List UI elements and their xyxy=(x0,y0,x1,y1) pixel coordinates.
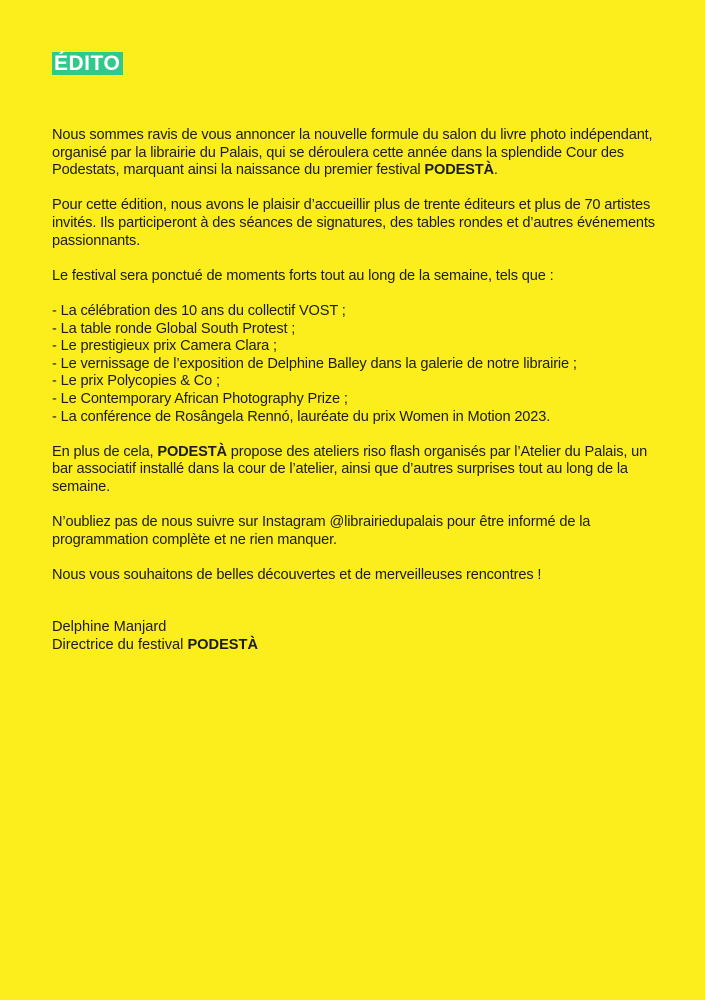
paragraph-highlights-intro: Le festival sera ponctué de moments forts tout au long de la semaine, tels que : xyxy=(52,267,554,284)
edito-title-badge: ÉDITO xyxy=(52,52,123,75)
edito-body xyxy=(52,127,665,584)
signature-role-text: Directrice du festival xyxy=(52,637,188,654)
list-item: - La célébration des 10 ans du collectif VOST ; xyxy=(52,302,346,319)
paragraph-closing: Nous vous souhaitons de belles découvertes et de merveilleuses rencontres ! xyxy=(52,566,542,583)
paragraph-extras-end: propose des ateliers riso flash organisés par l’Atelier du Palais, un bar associatif installé dans la cour de l’atelier, ainsi que d’autres surprises tout au long de la semaine. xyxy=(52,443,648,495)
paragraph-extras xyxy=(52,444,665,497)
paragraph-intro xyxy=(52,127,665,180)
list-item: - Le prestigieux prix Camera Clara ; xyxy=(52,338,277,355)
list-item: - La conférence de Rosângela Rennó, lauréate du prix Women in Motion 2023. xyxy=(52,408,551,425)
signature-block xyxy=(52,619,665,654)
list-item: - La table ronde Global South Protest ; xyxy=(52,320,296,337)
signature-name: Delphine Manjard xyxy=(52,619,167,636)
paragraph-intro-text: Nous sommes ravis de vous annoncer la nouvelle formule du salon du livre photo indépendant, organisé par la librairie du Palais, qui se déroulera cette année dans la splendide Cour des Podestats, marquant ainsi la naissance du premier festival xyxy=(52,127,653,179)
list-item: - Le prix Polycopies & Co ; xyxy=(52,373,220,390)
signature-role xyxy=(52,637,665,655)
paragraph-instagram: N’oubliez pas de nous suivre sur Instagram @librairiedupalais pour être informé de la programmation complète et ne rien manquer. xyxy=(52,514,591,548)
highlights-list xyxy=(52,303,665,426)
festival-name: PODESTÀ xyxy=(157,443,227,460)
festival-name: PODESTÀ xyxy=(424,162,494,179)
list-item: - Le Contemporary African Photography Prize ; xyxy=(52,390,348,407)
paragraph-edition: Pour cette édition, nous avons le plaisir d’accueillir plus de trente éditeurs et plus de 70 artistes invités. Ils participeront à des séances de signatures, des tables rondes et d’autres événements passionnants. xyxy=(52,197,655,249)
list-item: - Le vernissage de l’exposition de Delphine Balley dans la galerie de notre librairie ; xyxy=(52,355,577,372)
paragraph-extras-start: En plus de cela, xyxy=(52,443,158,460)
paragraph-intro-end: . xyxy=(493,162,498,179)
festival-name: PODESTÀ xyxy=(187,637,258,654)
